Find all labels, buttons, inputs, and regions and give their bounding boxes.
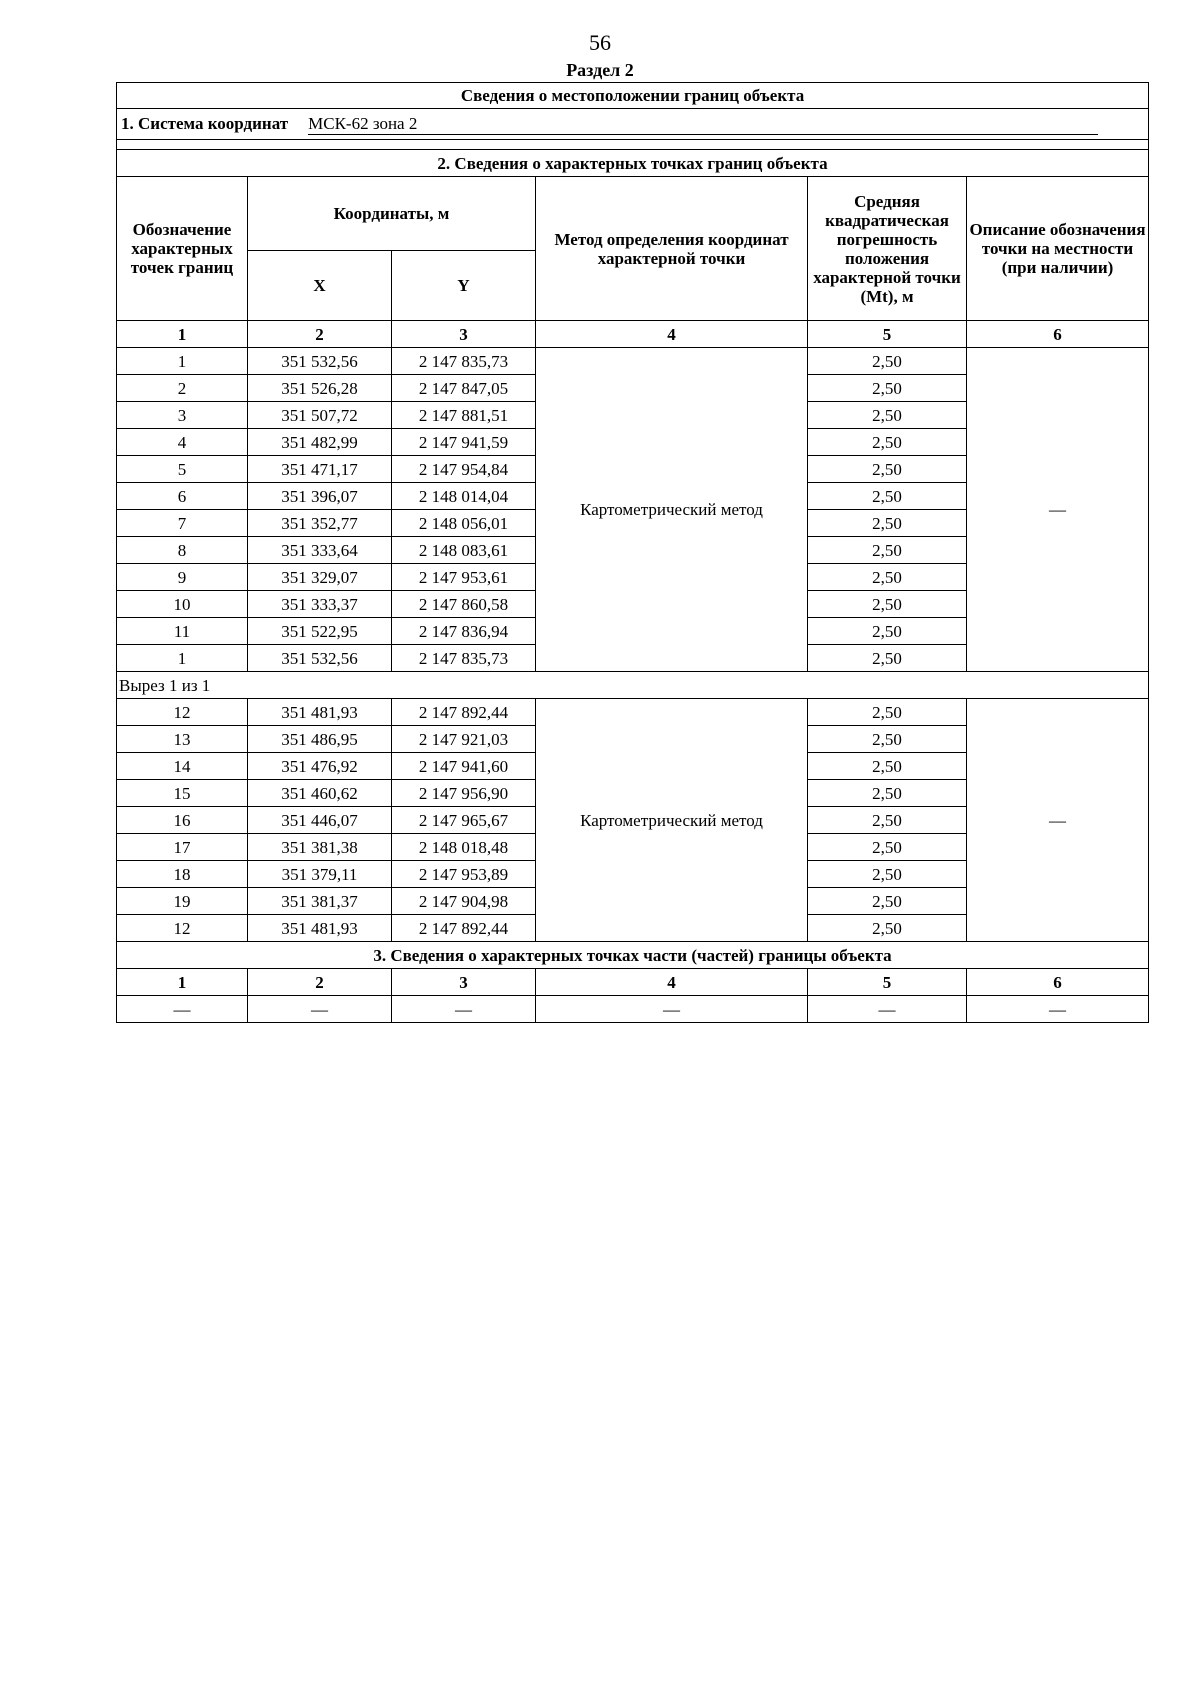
point-number: 1 — [117, 645, 248, 672]
point-number: 12 — [117, 915, 248, 942]
column-number: 1 — [117, 969, 248, 996]
coord-y: 2 147 904,98 — [392, 888, 536, 915]
accuracy-value: 2,50 — [808, 861, 967, 888]
column-number: 2 — [248, 321, 392, 348]
column-number: 5 — [808, 321, 967, 348]
point-number: 3 — [117, 402, 248, 429]
table-row — [117, 699, 1149, 726]
point-number: 5 — [117, 456, 248, 483]
column-number: 3 — [392, 969, 536, 996]
coord-y: 2 147 835,73 — [392, 348, 536, 375]
coord-y: 2 147 953,89 — [392, 861, 536, 888]
coord-x: 351 333,37 — [248, 591, 392, 618]
coord-y: 2 148 014,04 — [392, 483, 536, 510]
coord-x: 351 522,95 — [248, 618, 392, 645]
spacer-row — [117, 140, 1149, 150]
column-numbers-row — [117, 321, 1149, 348]
column-number: 5 — [808, 969, 967, 996]
point-number: 11 — [117, 618, 248, 645]
accuracy-value: 2,50 — [808, 375, 967, 402]
table-row — [117, 348, 1149, 375]
column-number: 1 — [117, 321, 248, 348]
column-number: 2 — [248, 969, 392, 996]
coord-y: 2 147 835,73 — [392, 645, 536, 672]
point-number: 18 — [117, 861, 248, 888]
point-number: 10 — [117, 591, 248, 618]
point-number: 4 — [117, 429, 248, 456]
header-accuracy: Средняя квадратическая погрешность положения характерной точки (Mt), м — [808, 177, 967, 321]
part3-title: 3. Сведения о характерных точках части (частей) границы объекта — [117, 942, 1149, 969]
coord-y: 2 147 965,67 — [392, 807, 536, 834]
column-number: 6 — [967, 969, 1149, 996]
coord-y: 2 147 953,61 — [392, 564, 536, 591]
coord-y: 2 147 921,03 — [392, 726, 536, 753]
empty-value: — — [117, 996, 248, 1023]
column-number: 3 — [392, 321, 536, 348]
boundary-table — [116, 82, 1149, 1023]
coord-y: 2 147 941,60 — [392, 753, 536, 780]
point-number: 12 — [117, 699, 248, 726]
accuracy-value: 2,50 — [808, 591, 967, 618]
coord-x: 351 507,72 — [248, 402, 392, 429]
coord-y: 2 147 836,94 — [392, 618, 536, 645]
coord-x: 351 481,93 — [248, 699, 392, 726]
coord-y: 2 147 941,59 — [392, 429, 536, 456]
accuracy-value: 2,50 — [808, 348, 967, 375]
method-cell: Картометрический метод — [536, 699, 808, 942]
coord-x: 351 329,07 — [248, 564, 392, 591]
point-number: 6 — [117, 483, 248, 510]
point-number: 13 — [117, 726, 248, 753]
point-number: 19 — [117, 888, 248, 915]
coord-x: 351 381,38 — [248, 834, 392, 861]
empty-value: — — [808, 996, 967, 1023]
coord-x: 351 526,28 — [248, 375, 392, 402]
coord-x: 351 471,17 — [248, 456, 392, 483]
accuracy-value: 2,50 — [808, 537, 967, 564]
accuracy-value: 2,50 — [808, 402, 967, 429]
part2-title: 2. Сведения о характерных точках границ объекта — [117, 150, 1149, 177]
coord-y: 2 147 954,84 — [392, 456, 536, 483]
accuracy-value: 2,50 — [808, 510, 967, 537]
accuracy-value: 2,50 — [808, 888, 967, 915]
accuracy-value: 2,50 — [808, 564, 967, 591]
description-cell: — — [967, 348, 1149, 672]
accuracy-value: 2,50 — [808, 618, 967, 645]
coord-y: 2 148 056,01 — [392, 510, 536, 537]
coord-y: 2 147 892,44 — [392, 915, 536, 942]
column-number: 6 — [967, 321, 1149, 348]
accuracy-value: 2,50 — [808, 483, 967, 510]
header-description: Описание обозначения точки на местности (при наличии) — [967, 177, 1149, 321]
cutout-row — [117, 672, 1149, 699]
coord-x: 351 486,95 — [248, 726, 392, 753]
header-y: Y — [392, 251, 536, 321]
point-number: 17 — [117, 834, 248, 861]
accuracy-value: 2,50 — [808, 753, 967, 780]
coord-y: 2 147 892,44 — [392, 699, 536, 726]
accuracy-value: 2,50 — [808, 429, 967, 456]
coord-x: 351 532,56 — [248, 645, 392, 672]
accuracy-value: 2,50 — [808, 645, 967, 672]
coord-x: 351 352,77 — [248, 510, 392, 537]
point-number: 8 — [117, 537, 248, 564]
part3-data-row — [117, 996, 1149, 1023]
point-number: 16 — [117, 807, 248, 834]
accuracy-value: 2,50 — [808, 807, 967, 834]
accuracy-value: 2,50 — [808, 699, 967, 726]
header-coords: Координаты, м — [248, 177, 536, 251]
point-number: 1 — [117, 348, 248, 375]
coord-x: 351 482,99 — [248, 429, 392, 456]
coord-x: 351 396,07 — [248, 483, 392, 510]
description-cell: — — [967, 699, 1149, 942]
point-number: 14 — [117, 753, 248, 780]
accuracy-value: 2,50 — [808, 780, 967, 807]
coord-y: 2 148 083,61 — [392, 537, 536, 564]
empty-value: — — [248, 996, 392, 1023]
coord-x: 351 460,62 — [248, 780, 392, 807]
empty-value: — — [536, 996, 808, 1023]
header-method: Метод определения координат характерной точки — [536, 177, 808, 321]
part3-title-row — [117, 942, 1149, 969]
coord-x: 351 532,56 — [248, 348, 392, 375]
coord-y: 2 147 860,58 — [392, 591, 536, 618]
coord-system-row — [117, 109, 1149, 140]
part3-column-numbers-row — [117, 969, 1149, 996]
empty-value: — — [392, 996, 536, 1023]
point-number: 7 — [117, 510, 248, 537]
point-number: 15 — [117, 780, 248, 807]
coord-y: 2 148 018,48 — [392, 834, 536, 861]
coord-y: 2 147 847,05 — [392, 375, 536, 402]
coord-x: 351 481,93 — [248, 915, 392, 942]
header-point: Обозначение характерных точек границ — [117, 177, 248, 321]
point-number: 2 — [117, 375, 248, 402]
point-number: 9 — [117, 564, 248, 591]
coord-y: 2 147 956,90 — [392, 780, 536, 807]
cutout-label: Вырез 1 из 1 — [117, 672, 1149, 699]
coord-x: 351 379,11 — [248, 861, 392, 888]
column-number: 4 — [536, 321, 808, 348]
page-number: 56 — [589, 30, 611, 55]
coord-system-label: 1. Система координат — [121, 113, 289, 133]
coord-x: 351 333,64 — [248, 537, 392, 564]
column-number: 4 — [536, 969, 808, 996]
method-cell: Картометрический метод — [536, 348, 808, 672]
accuracy-value: 2,50 — [808, 915, 967, 942]
section-title: Раздел 2 — [566, 60, 634, 80]
coord-system-value: МСК-62 зона 2 — [308, 114, 1098, 135]
accuracy-value: 2,50 — [808, 726, 967, 753]
coord-x: 351 446,07 — [248, 807, 392, 834]
header-x: X — [248, 251, 392, 321]
accuracy-value: 2,50 — [808, 834, 967, 861]
coord-y: 2 147 881,51 — [392, 402, 536, 429]
coord-x: 351 476,92 — [248, 753, 392, 780]
coord-x: 351 381,37 — [248, 888, 392, 915]
empty-value: — — [967, 996, 1149, 1023]
accuracy-value: 2,50 — [808, 456, 967, 483]
main-title: Сведения о местоположении границ объекта — [117, 83, 1149, 109]
